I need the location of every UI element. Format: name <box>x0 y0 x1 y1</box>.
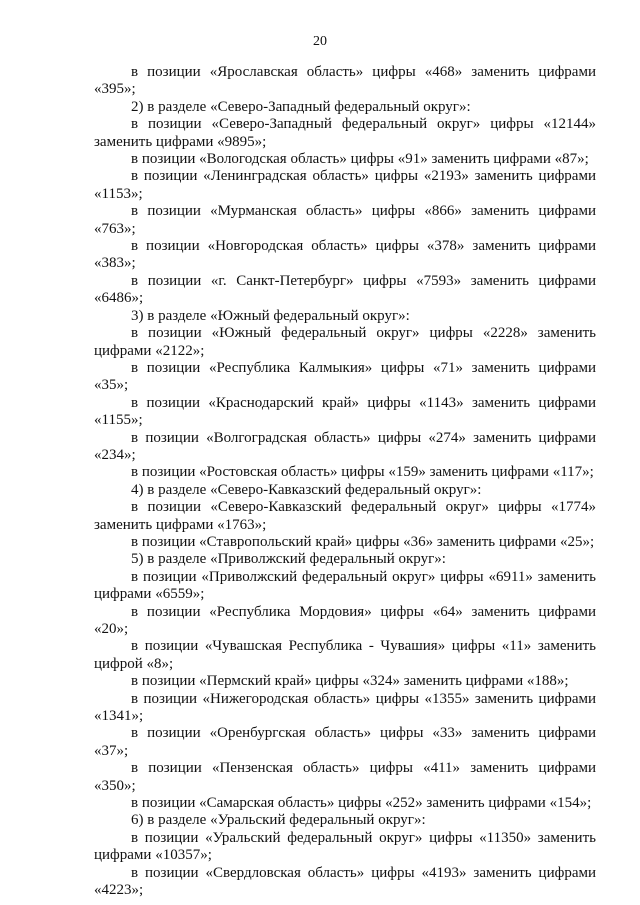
paragraph: в позиции «Уральский федеральный округ» цифры «11350» заменить цифрами «10357»; <box>94 829 596 864</box>
paragraph: в позиции «Самарская область» цифры «252» заменить цифрами «154»; <box>131 795 592 812</box>
paragraph: в позиции «Пермский край» цифры «324» заменить цифрами «188»; <box>131 673 569 690</box>
paragraph: в позиции «Свердловская область» цифры «4193» заменить цифрами «4223»; <box>94 864 596 899</box>
paragraph: в позиции «Новгородская область» цифры «378» заменить цифрами «383»; <box>94 238 596 272</box>
paragraph: в позиции «Республика Мордовия» цифры «64» заменить цифрами «20»; <box>94 603 596 637</box>
paragraph: в позиции «Краснодарский край» цифры «1143» заменить цифрами «1155»; <box>94 394 596 429</box>
paragraph: в позиции «Ленинградская область» цифры «2193» заменить цифрами «1153»; <box>94 168 596 202</box>
paragraph: в позиции «Оренбургская область» цифры «33» заменить цифрами «37»; <box>94 725 596 759</box>
section-heading: 4) в разделе «Северо-Кавказский федеральный округ»: <box>131 481 482 498</box>
section-heading: 5) в разделе «Приволжский федеральный округ»: <box>131 551 446 568</box>
paragraph: в позиции «Северо-Западный федеральный округ» цифры «12144» заменить цифрами «9895»; <box>94 116 596 150</box>
paragraph: в позиции «Республика Калмыкия» цифры «71» заменить цифрами «35»; <box>94 359 596 394</box>
document-body <box>94 64 596 900</box>
paragraph: в позиции «Ростовская область» цифры «159» заменить цифрами «117»; <box>131 464 594 481</box>
paragraph: в позиции «Пензенская область» цифры «411» заменить цифрами «350»; <box>94 760 596 794</box>
section-heading: 3) в разделе «Южный федеральный округ»: <box>131 307 410 324</box>
paragraph: в позиции «Чувашская Республика - Чувашия» цифры «11» заменить цифрой «8»; <box>94 638 596 672</box>
page-number: 20 <box>313 34 327 49</box>
paragraph: в позиции «Южный федеральный округ» цифры «2228» заменить цифрами «2122»; <box>94 325 596 359</box>
paragraph: в позиции «Вологодская область» цифры «91» заменить цифрами «87»; <box>131 151 589 168</box>
paragraph: в позиции «г. Санкт-Петербург» цифры «7593» заменить цифрами «6486»; <box>94 272 596 307</box>
paragraph: в позиции «Мурманская область» цифры «866» заменить цифрами «763»; <box>94 203 596 237</box>
paragraph: в позиции «Приволжский федеральный округ» цифры «6911» заменить цифрами «6559»; <box>94 568 596 603</box>
paragraph: в позиции «Северо-Кавказский федеральный округ» цифры «1774» заменить цифрами «1763»; <box>94 499 596 533</box>
section-heading: 2) в разделе «Северо-Западный федеральный округ»: <box>131 98 471 115</box>
section-heading: 6) в разделе «Уральский федеральный округ»: <box>131 812 426 829</box>
paragraph: в позиции «Ставропольский край» цифры «36» заменить цифрами «25»; <box>131 533 595 550</box>
paragraph: в позиции «Нижегородская область» цифры «1355» заменить цифрами «1341»; <box>94 690 596 725</box>
paragraph: в позиции «Ярославская область» цифры «468» заменить цифрами «395»; <box>94 64 596 98</box>
paragraph: в позиции «Волгоградская область» цифры «274» заменить цифрами «234»; <box>94 429 596 463</box>
